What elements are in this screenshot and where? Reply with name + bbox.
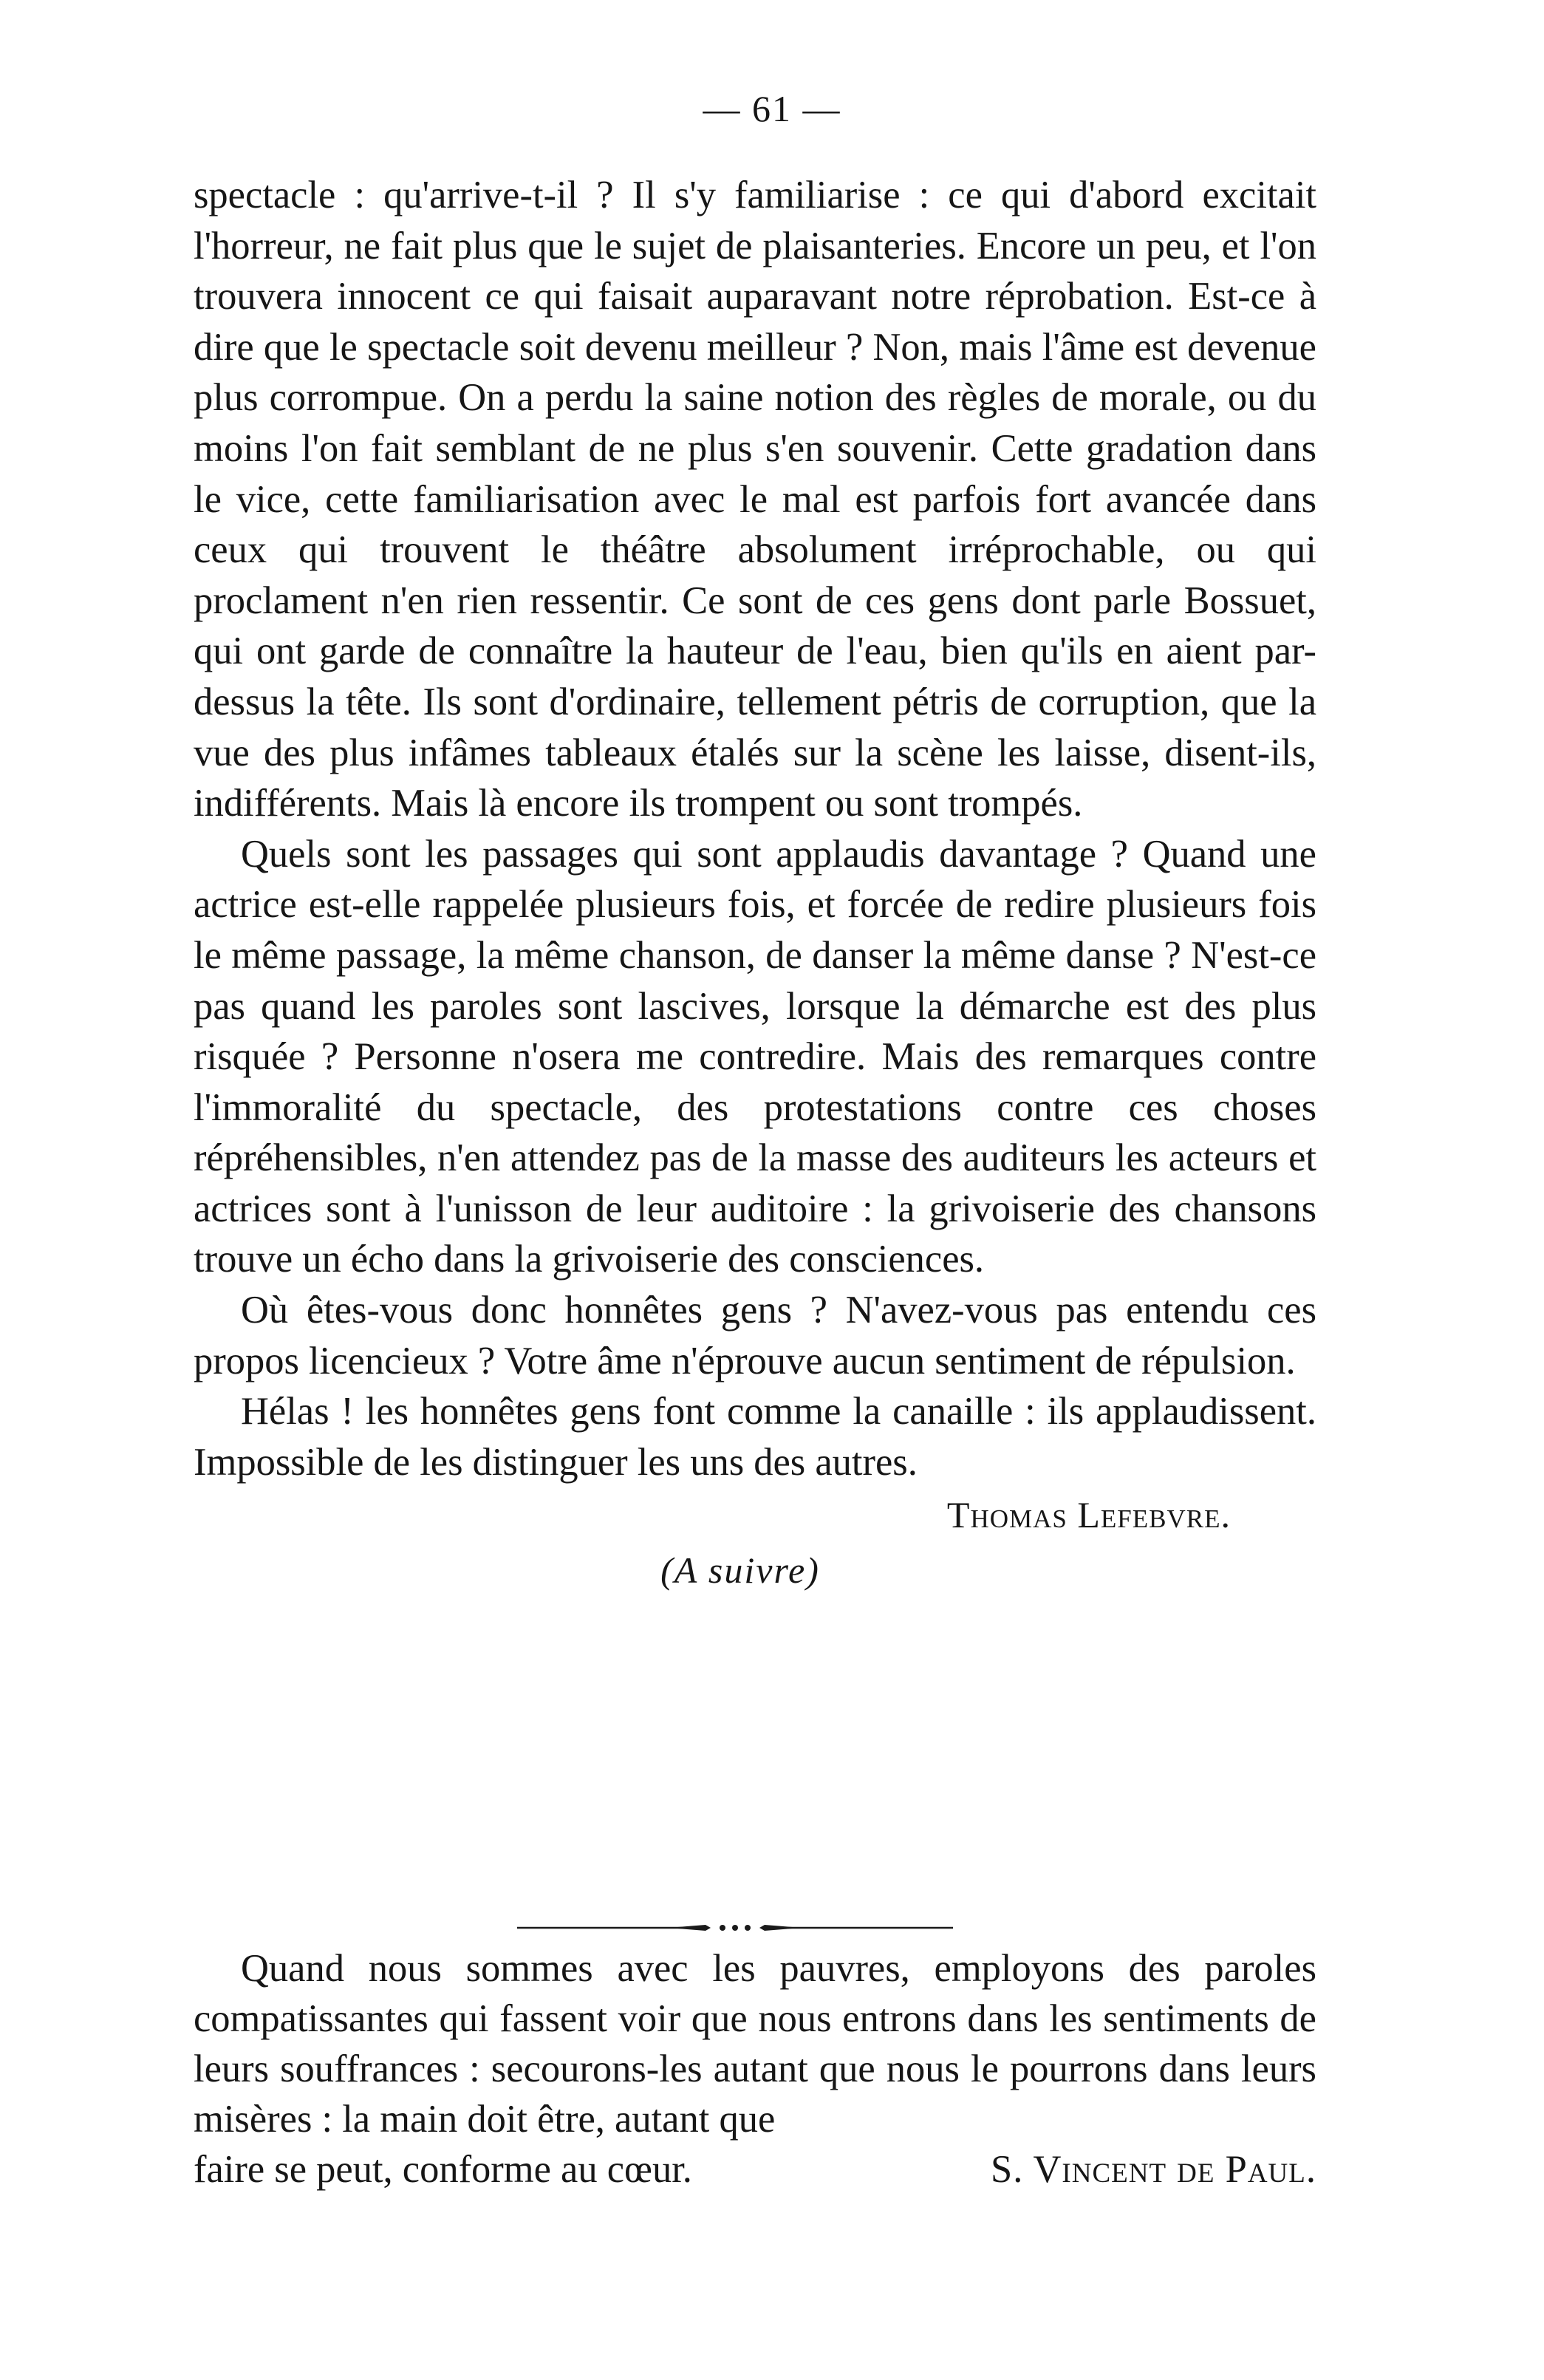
paragraph-4: Hélas ! les honnêtes gens font comme la canaille : ils applaudissent. Impossible de les distinguer les uns des autres. [194,1390,1316,1484]
closing-quote [194,1943,1316,2195]
paragraph-3: Où êtes-vous donc honnêtes gens ? N'avez-vous pas entendu ces propos licencieux ? Votre âme n'éprouve aucun sentiment de répulsion. [194,1289,1316,1382]
quote-text-end: faire se peut, conforme au cœur. [194,2148,692,2191]
section-divider-ornament [517,1923,953,1933]
paragraph-1: spectacle : qu'arrive-t-il ? Il s'y familiarise : ce qui d'abord excitait l'horreur, ne fait plus que le sujet de plaisanteries. Encore un peu, et l'on trouvera innocent ce qui faisait auparavant notre réprobation. Est-ce à dire que le spectacle soit devenu meilleur ? Non, mais l'âme est devenue plus corrompue. On a perdu la saine notion des règles de morale, ou du moins l'on fait semblant de ne plus s'en souvenir. Cette gradation dans le vice, cette familiarisation avec le mal est parfois fort avancée dans ceux qui trouvent le théâtre absolument irréprochable, ou qui proclament n'en rien ressentir. Ce sont de ces gens dont parle Bossuet, qui ont garde de connaître la hauteur de l'eau, bien qu'ils en aient par-dessus la tête. Ils sont d'ordinaire, tellement pétris de corruption, que la vue des plus infâmes tableaux étalés sur la scène les laisse, disent-ils, indifférents. Mais là encore ils trompent ou sont trompés. [194,174,1316,825]
paragraph-2: Quels sont les passages qui sont applaudis davantage ? Quand une actrice est-elle rappelée plusieurs fois, et forcée de redire plusieurs fois le même passage, la même chanson, de danser la même danse ? N'est-ce pas quand les paroles sont lascives, lorsque la démarche est des plus risquée ? Personne n'osera me contredire. Mais des remarques contre l'immoralité du spectacle, des protestations contre ces choses répréhensibles, n'en attendez pas de la masse des auditeurs les acteurs et actrices sont à l'unisson de leur auditoire : la grivoiserie des chansons trouve un écho dans la grivoiserie des consciences. [194,832,1316,1281]
quote-author: S. Vincent de Paul. [991,2148,1316,2191]
quote-text: Quand nous sommes avec les pauvres, employons des paroles compatissantes qui fassent voir que nous entrons dans les sentiments de leurs souffrances : secourons-les autant que nous le pourrons dans leurs misères : la main doit être, autant que [194,1947,1316,2141]
article-body [194,170,1316,1600]
quote-last-line [194,2144,1316,2195]
to-be-continued-note: (A suivre) [660,1549,820,1592]
article-signature: Thomas Lefebvre. [946,1494,1231,1536]
page-number: — 61 — [703,88,841,129]
